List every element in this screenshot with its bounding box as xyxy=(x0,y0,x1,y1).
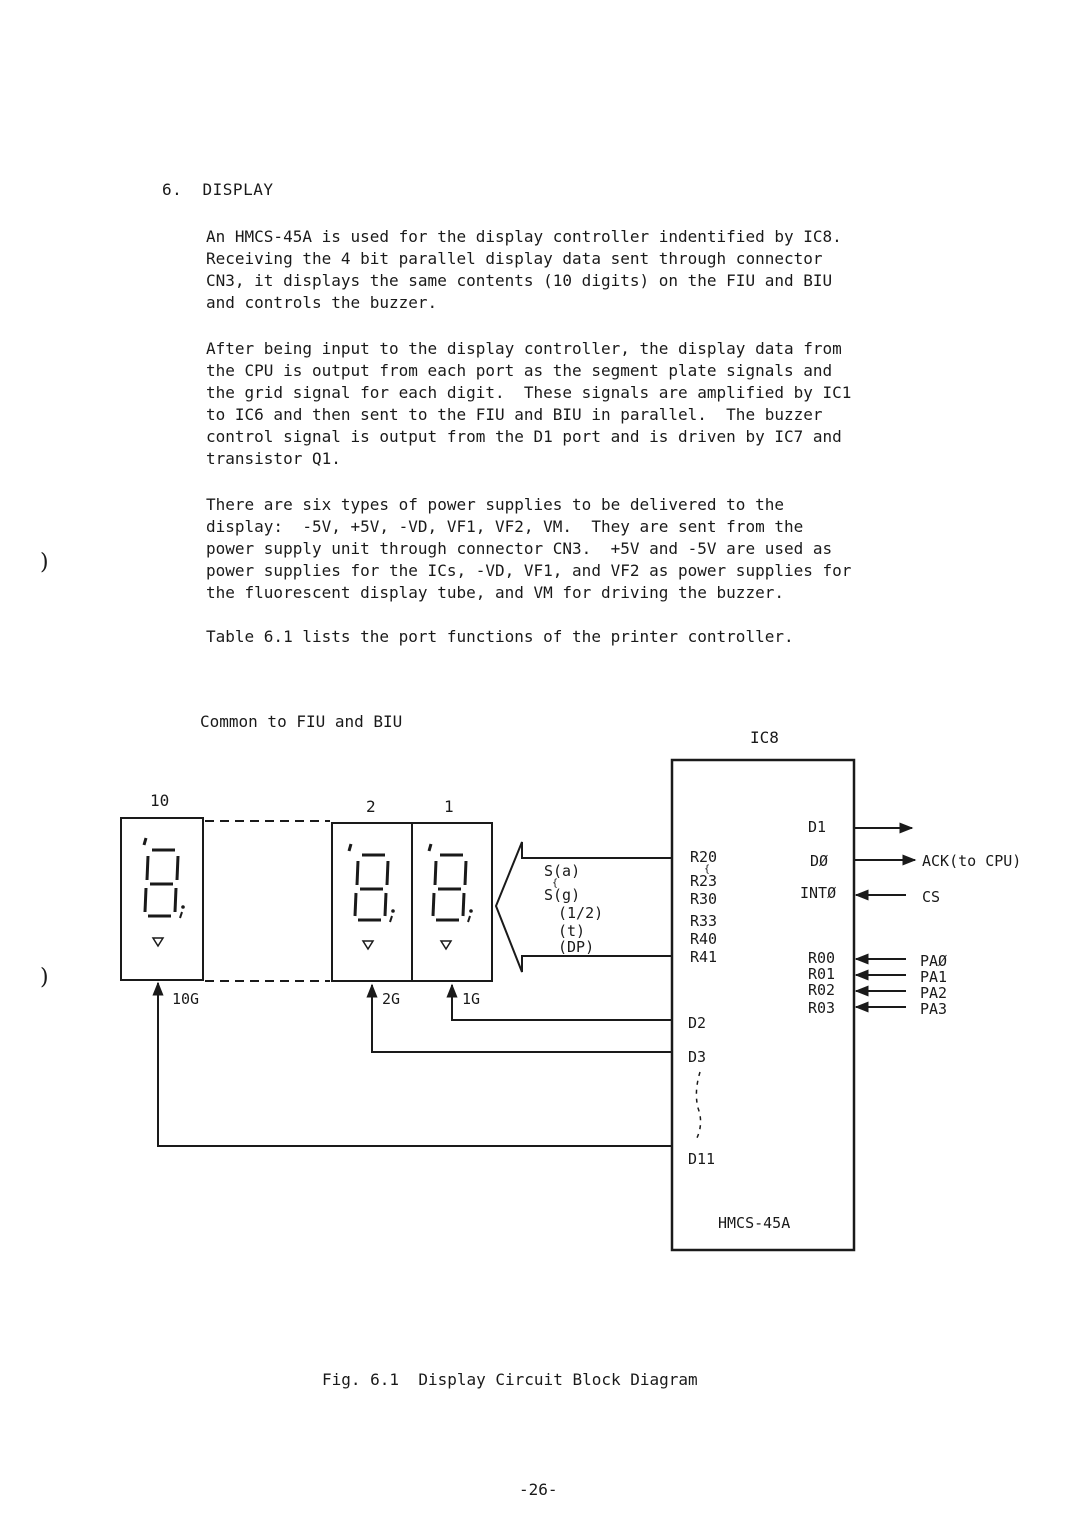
digit-number: 10 xyxy=(150,791,170,810)
paragraph-4 xyxy=(206,626,966,648)
margin-mark: ) xyxy=(40,550,49,575)
text-line: An HMCS-45A is used for the display controller indentified by IC8. xyxy=(206,227,842,246)
grid-port-label: D2 xyxy=(688,1014,707,1032)
port-label: D1 xyxy=(808,818,827,836)
paragraph-3 xyxy=(206,494,966,604)
external-signal: PA2 xyxy=(920,984,948,1002)
text-line: power supplies for the ICs, -VD, VF1, and VF2 as power supplies for xyxy=(206,561,852,580)
port-label: INTØ xyxy=(800,884,837,902)
section-heading xyxy=(162,180,273,199)
section-number: 6. xyxy=(162,180,183,199)
digit-number: 2 xyxy=(366,797,376,816)
section-title: DISPLAY xyxy=(202,180,274,199)
text-line: After being input to the display controller, the display data from xyxy=(206,339,842,358)
external-signal: PA1 xyxy=(920,968,948,986)
text-line: the fluorescent display tube, and VM for driving the buzzer. xyxy=(206,583,784,602)
port-label: R03 xyxy=(808,999,836,1017)
chip-name: HMCS-45A xyxy=(718,1214,791,1232)
range-mark: { xyxy=(552,878,559,889)
text-line: CN3, it displays the same contents (10 digits) on the FIU and BIU xyxy=(206,271,833,290)
text-line: the grid signal for each digit. These signals are amplified by IC1 xyxy=(206,383,852,402)
text-line: control signal is output from the D1 port and is driven by IC7 and xyxy=(206,427,842,446)
grid-label: 2G xyxy=(382,990,401,1008)
port-label: R33 xyxy=(690,912,718,930)
port-label: R30 xyxy=(690,890,718,908)
external-signal: ACK(to CPU) xyxy=(922,852,1022,870)
digit-box-10 xyxy=(121,818,203,980)
range-mark: { xyxy=(704,864,711,875)
margin-mark: ) xyxy=(40,965,49,990)
text-line: the CPU is output from each port as the segment plate signals and xyxy=(206,361,833,380)
port-label: DØ xyxy=(810,852,829,870)
port-label: R00 xyxy=(808,949,836,967)
digit-box-2 xyxy=(332,823,412,981)
display-circuit-block-diagram xyxy=(0,690,1080,1290)
segment-signal-label: (1/2) xyxy=(558,904,604,922)
segment-signal-label: (DP) xyxy=(558,938,595,956)
port-label: R40 xyxy=(690,930,718,948)
segment-signal-label: S(g) xyxy=(544,886,581,904)
text-line: display: -5V, +5V, -VD, VF1, VF2, VM. They are sent from the xyxy=(206,517,804,536)
grid-label: 10G xyxy=(172,990,200,1008)
ic-label: IC8 xyxy=(750,728,779,747)
port-label: R02 xyxy=(808,981,836,999)
grid-wires xyxy=(158,983,672,1146)
text-line: Table 6.1 lists the port functions of the printer controller. xyxy=(206,627,794,646)
segment-signal-label: (t) xyxy=(558,922,586,940)
grid-port-label: D3 xyxy=(688,1048,707,1066)
grid-label: 1G xyxy=(462,990,481,1008)
text-line: There are six types of power supplies to be delivered to the xyxy=(206,495,784,514)
external-signal: CS xyxy=(922,888,941,906)
text-line: Receiving the 4 bit parallel display data sent through connector xyxy=(206,249,823,268)
port-label: R41 xyxy=(690,948,718,966)
page-number: -26- xyxy=(519,1480,558,1499)
text-line: and controls the buzzer. xyxy=(206,293,438,312)
ellipsis-wave xyxy=(696,1072,701,1140)
text-line: transistor Q1. xyxy=(206,449,341,468)
text-line: power supply unit through connector CN3. +5V and -5V are used as xyxy=(206,539,833,558)
external-wires xyxy=(854,828,915,1007)
external-signal: PA3 xyxy=(920,1000,948,1018)
segment-signal-label: S(a) xyxy=(544,862,581,880)
digit-box-1 xyxy=(412,823,492,981)
grid-port-label: D11 xyxy=(688,1150,716,1168)
paragraph-2 xyxy=(206,338,966,470)
figure-caption: Fig. 6.1 Display Circuit Block Diagram xyxy=(322,1370,698,1389)
digit-number: 1 xyxy=(444,797,454,816)
port-label: R01 xyxy=(808,965,836,983)
port-label: R23 xyxy=(690,872,718,890)
external-signal: PAØ xyxy=(920,952,948,970)
port-label: R20 xyxy=(690,848,718,866)
paragraph-1 xyxy=(206,226,966,314)
group-label: Common to FIU and BIU xyxy=(200,712,403,731)
text-line: to IC6 and then sent to the FIU and BIU in parallel. The buzzer xyxy=(206,405,823,424)
